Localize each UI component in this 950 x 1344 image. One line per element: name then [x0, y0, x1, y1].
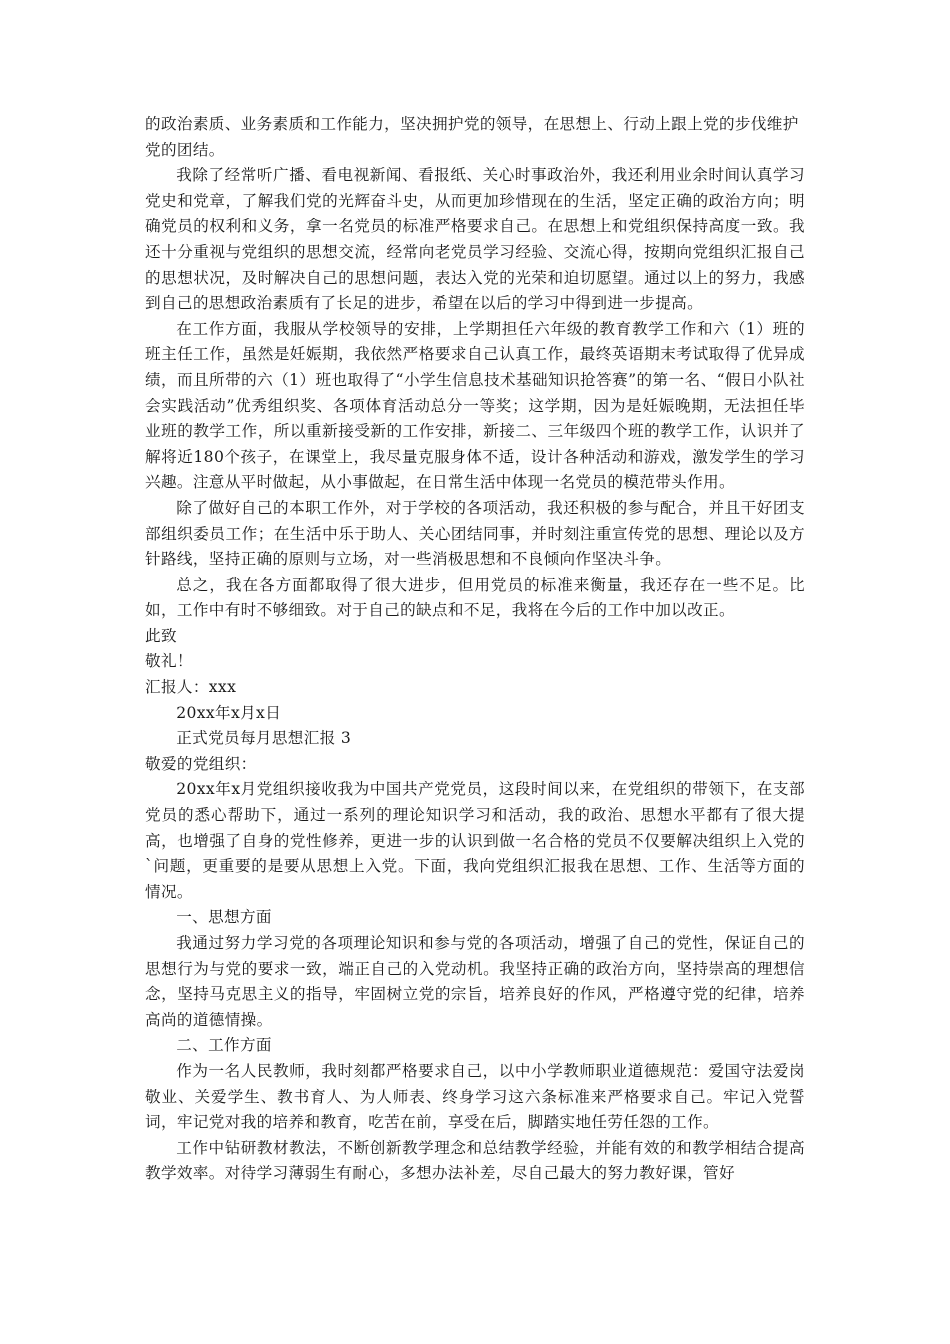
salutation: 敬爱的党组织：	[145, 754, 257, 773]
paragraph-intro: 20xx年x月党组织接收我为中国共产党党员，这段时间以来，在党组织的带领下，在支部党员的悉心帮助下，通过一系列的理论知识学习和活动，我的政治、思想水平都有了很大提高，也增强了自身的党性修养，更进一步的认识到做一名合格的党员不仅要解决组织上入党的`问题，更重要的是要从思想上入党。下面，我向党组织汇报我在思想、工作、生活等方面的情况。	[145, 780, 805, 901]
paragraph-teacher: 作为一名人民教师，我时刻都严格要求自己，以中小学教师职业道德规范：爱国守法爱岗敬业、关爱学生、教书育人、为人师表、终身学习这六条标准来严格要求自己。牢记入党誓词，牢记党对我的培养和教育，吃苦在前，享受在后，脚踏实地任劳任怨的工作。	[145, 1061, 805, 1132]
paragraph-teaching: 工作中钻研教材教法，不断创新教学理念和总结教学经验，并能有效的和教学相结合提高教学效率。对待学习薄弱生有耐心，多想办法补差，尽自己最大的努力教好课，管好	[145, 1138, 805, 1183]
paragraph-study: 我除了经常听广播、看电视新闻、看报纸、关心时事政治外，我还利用业余时间认真学习党史和党章，了解我们党的光辉奋斗史，从而更加珍惜现在的生活，坚定正确的政治方向；明确党员的权利和义务，拿一名党员的标准严格要求自己。在思想上和党组织保持高度一致。我还十分重视与党组织的思想交流，经常向老党员学习经验、交流心得，按期向党组织汇报自己的思想状况，及时解决自己的思想问题，表达入党的光荣和迫切愿望。通过以上的努力，我感到自己的思想政治素质有了长足的进步，希望在以后的学习中得到进一步提高。	[145, 166, 805, 313]
closing-line-1: 此致	[145, 626, 177, 645]
paragraph-continuation: 的政治素质、业务素质和工作能力，坚决拥护党的领导，在思想上、行动上跟上党的步伐维护党的团结。	[145, 115, 799, 159]
paragraph-thought: 我通过努力学习党的各项理论知识和参与党的各项活动，增强了自己的党性，保证自己的思想行为与党的要求一致，端正自己的入党动机。我坚持正确的政治方向，坚持崇高的理想信念，坚持马克思主义的指导，牢固树立党的宗旨，培养良好的作风，严格遵守党的纪律，培养高尚的道德情操。	[145, 934, 805, 1029]
paragraph-summary: 总之，我在各方面都取得了很大进步，但用党员的标准来衡量，我还存在一些不足。比如，工作中有时不够细致。对于自己的缺点和不足，我将在今后的工作中加以改正。	[145, 575, 805, 620]
paragraph-work: 在工作方面，我服从学校领导的安排，上学期担任六年级的教育教学工作和六（1）班的班主任工作，虽然是妊娠期，我依然严格要求自己认真工作，最终英语期末考试取得了优异成绩，而且所带的六（1）班也取得了“小学生信息技术基础知识抢答赛”的第一名、“假日小队社会实践活动”优秀组织奖、各项体育活动总分一等奖；这学期，因为是妊娠晚期，无法担任毕业班的教学工作，所以重新接受新的工作安排，新接二、三年级四个班的教学工作，认识并了解将近180个孩子，在课堂上，我尽量克服身体不适，设计各种活动和游戏，激发学生的学习兴趣。注意从平时做起，从小事做起，在日常生活中体现一名党员的模范带头作用。	[145, 319, 805, 492]
closing-line-2: 敬礼！	[145, 652, 193, 671]
heading-work: 二、工作方面	[176, 1036, 272, 1055]
reporter-line: 汇报人：xxx	[145, 678, 237, 697]
section-title: 正式党员每月思想汇报 3	[176, 729, 352, 748]
paragraph-activities: 除了做好自己的本职工作外，对于学校的各项活动，我还积极的参与配合，并且干好团支部组织委员工作；在生活中乐于助人、关心团结同事，并时刻注重宣传党的思想、理论以及方针路线，坚持正确的原则与立场，对一些消极思想和不良倾向作坚决斗争。	[145, 498, 805, 569]
heading-thought: 一、思想方面	[176, 908, 272, 927]
document-body	[145, 112, 805, 1187]
date-line: 20xx年x月x日	[176, 703, 282, 722]
